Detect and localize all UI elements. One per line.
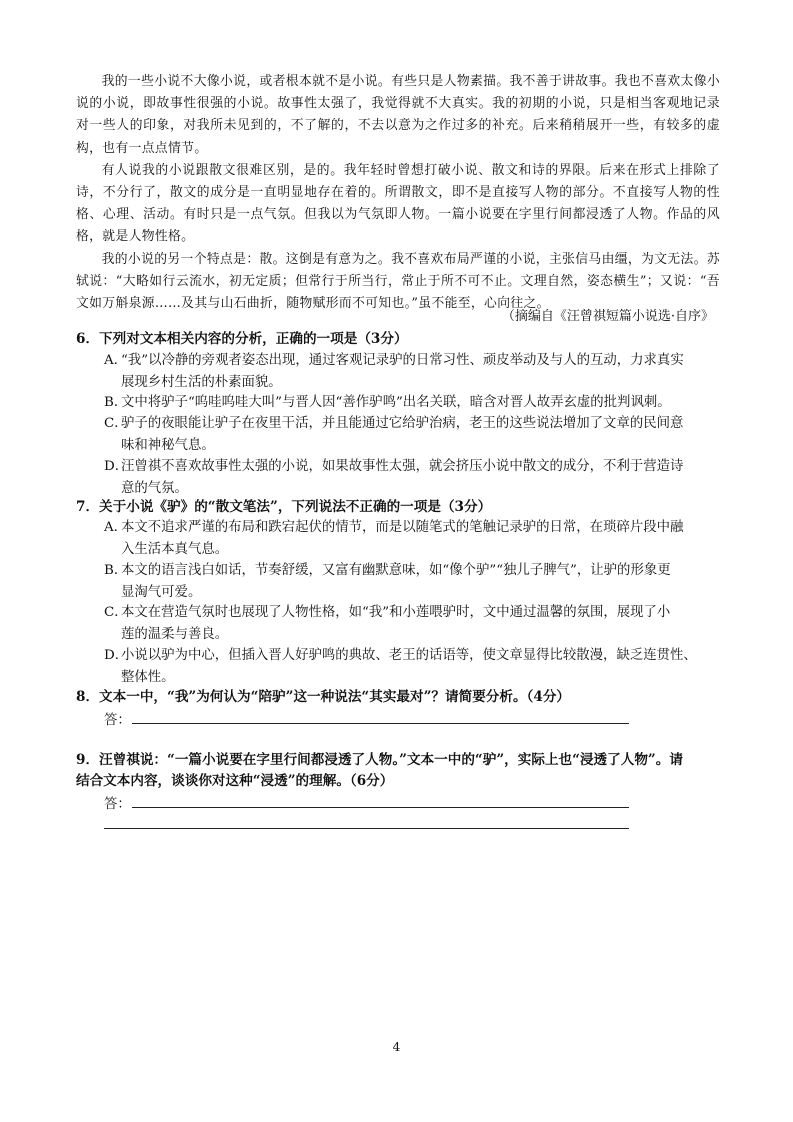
option-text: 本文在营造气氛时也展现了人物性格，如“我”和小莲喂驴时，文中通过温馨的氛围，展现了小 bbox=[121, 605, 671, 620]
option-label: A． bbox=[104, 353, 128, 368]
question-8-title: 8．文本一中，“我”为何认为“陪驴”这一种说法“其实最对”？请简要分析。（4分） bbox=[76, 689, 571, 705]
question-8-answer-label: 答： bbox=[104, 713, 131, 728]
passage-paragraph-2: 有人说我的小说跟散文很难区别，是的。我年轻时曾想打破小说、散文和诗的界限。后来在形式上排除了诗，不分行了，散文的成分是一直明显地存在着的。所谓散文，即不是直接写人物的部分。不直接写人物的性格、心理、活动。有时只是一点气氛。但我以为气氛即人物。一篇小说要在字里行间都浸透了人物。作品的风格，就是人物性格。 bbox=[76, 162, 720, 245]
question-6-option-b bbox=[104, 392, 720, 414]
option-label: C． bbox=[104, 605, 128, 620]
option-text: 文中将驴子“呜哇呜哇大叫”与晋人因“善作驴鸣”出名关联，暗含对晋人故弄玄虚的批判讽刺。 bbox=[121, 395, 671, 410]
question-7-option-c bbox=[104, 602, 720, 645]
option-text: 本文不追求严谨的布局和跌宕起伏的情节，而是以随笔式的笔触记录驴的日常，在琐碎片段中融 bbox=[121, 520, 684, 535]
option-text: 驴子的夜眼能让驴子在夜里干活，并且能通过它给驴治病，老王的这些说法增加了文章的民间意 bbox=[121, 416, 684, 431]
passage-paragraph-1: 我的一些小说不大像小说，或者根本就不是小说。有些只是人物素描。我不善于讲故事。我也不喜欢太像小说的小说，即故事性很强的小说。故事性太强了，我觉得就不大真实。我的初期的小说，只是相当客观地记录对一些人的印象，对我所未见到的，不了解的，不去以意为之作过多的补充。后来稍稍展开一些，有较多的虚构，也有一点点情节。 bbox=[76, 74, 720, 156]
question-7-title: 7．关于小说《驴》的“散文笔法”，下列说法不正确的一项是（3分） bbox=[76, 499, 492, 515]
question-7-option-b bbox=[104, 560, 720, 603]
question-8-answer-line[interactable] bbox=[132, 723, 629, 724]
option-text: 本文的语言浅白如话，节奏舒缓，又富有幽默意味，如“像个驴”“独儿子脾气”，让驴的形象更 bbox=[121, 563, 671, 578]
option-text-continued: 莲的温柔与善良。 bbox=[121, 626, 229, 642]
option-text-continued: 入生活本真气息。 bbox=[121, 541, 229, 557]
option-text-continued: 味和神秘气息。 bbox=[121, 437, 215, 453]
page-number: 4 bbox=[392, 1040, 401, 1054]
question-9-title-line-2: 结合文本内容，谈谈你对这种“浸透”的理解。（6分） bbox=[76, 773, 394, 789]
question-9-answer-label: 答： bbox=[104, 797, 131, 812]
option-text-continued: 整体性。 bbox=[121, 669, 175, 685]
question-9-answer-line-1[interactable] bbox=[132, 807, 629, 808]
option-label: D． bbox=[104, 459, 129, 474]
option-label: C． bbox=[104, 416, 128, 431]
question-6-title: 6．下列对文本相关内容的分析，正确的一项是（3分） bbox=[76, 331, 408, 347]
question-9-answer-line-2[interactable] bbox=[104, 828, 629, 829]
passage bbox=[76, 71, 720, 315]
question-7-option-a bbox=[104, 517, 720, 560]
option-text-continued: 显淘气可爱。 bbox=[121, 584, 202, 600]
option-text-continued: 展现乡村生活的朴素面貌。 bbox=[121, 374, 282, 390]
question-9-title-line-1: 9．汪曾祺说：“一篇小说要在字里行间都浸透了人物。”文本一中的“驴”，实际上也“浸透了人物”。请 bbox=[76, 752, 683, 768]
option-text: 汪曾祺不喜欢故事性太强的小说，如果故事性太强，就会挤压小说中散文的成分，不利于营造诗 bbox=[121, 459, 684, 474]
question-6-option-c bbox=[104, 413, 720, 456]
option-text: 小说以驴为中心，但插入晋人好驴鸣的典故、老王的话语等，使文章显得比较散漫，缺乏连贯性、 bbox=[121, 648, 697, 663]
option-label: B． bbox=[104, 563, 128, 578]
question-6-option-d bbox=[104, 456, 720, 499]
question-6-option-a bbox=[104, 350, 720, 393]
option-label: B． bbox=[104, 395, 128, 410]
option-text: “我”以冷静的旁观者姿态出现，通过客观记录驴的日常习性、顽皮举动及与人的互动，力求真实 bbox=[121, 353, 684, 368]
option-label: A． bbox=[104, 520, 128, 535]
question-7-option-d bbox=[104, 645, 720, 688]
option-text-continued: 意的气氛。 bbox=[121, 480, 188, 496]
passage-source: （摘编自《汪曾祺短篇小说选·自序》 bbox=[501, 309, 714, 324]
passage-paragraph-3: 我的小说的另一个特点是：散。这倒是有意为之。我不喜欢布局严谨的小说，主张信马由缰，为文无法。苏轼说：“大略如行云流水，初无定质；但常行于所当行，常止于所不可不止。文理自然，姿态横生”；又说：“吾文如万斛泉源……及其与山石曲折，随物赋形而不可知也。”虽不能至，心向往之。 bbox=[76, 251, 720, 312]
option-label: D． bbox=[104, 648, 129, 663]
